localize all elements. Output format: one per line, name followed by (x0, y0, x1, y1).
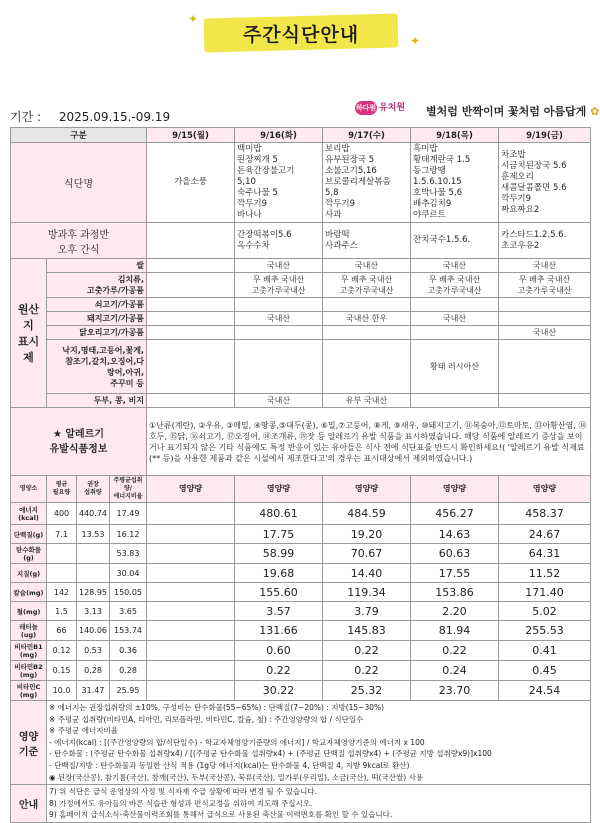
nutrient-avg: 7.1 (47, 525, 77, 544)
menu-item: 짜요짜요2 (501, 204, 540, 215)
origin-value (235, 298, 323, 312)
nutrient-rec: 0.53 (77, 641, 110, 661)
nutrient-day-value: 5.02 (499, 602, 591, 621)
origin-item: 닭오리고기/가공품 (47, 326, 147, 340)
origin-label: 원산지 표시제 (11, 259, 47, 408)
snack-item: 초코우유2 (501, 240, 540, 251)
nutrient-ratio: 153.74 (110, 621, 147, 641)
menu-item: 차조밥 (501, 149, 526, 160)
nutrient-day-value: 0.22 (235, 661, 323, 681)
nutrient-ratio: 150.05 (110, 583, 147, 602)
allergy-text: ①난류(계란), ②우유, ③메밀, ④땅콩,⑤대두(콩), ⑥밀,⑦고등어, ⑧게, ⑨새우, ⑩돼지고기, ⑪복숭아,⑫토마토, ⑬아황산염, ⑭호두, ⑮닭, ⑯쇠고기, ⑰오징어, ⑱조개류, ⑲잣 등 알레르기 유발 식품을 표시하였습니다. 해당 식품에 알레르기 증상을 보이거나 표기되지 않은 기타 식품에도 특정 반응이 있는 유아들은 식사 전에 식단표를 반드시 확인하세요!( '알레르기 유발 식재료(** 등)을 사용한 제품과 같은 시설에서 제조한다고'의 경우는 표시대상에서 제외하였습니다.) (147, 408, 591, 476)
origin-value: 국내산 (499, 259, 591, 273)
sparkle-icon: ✦ (410, 34, 421, 48)
origin-value: 국내산 한우 (323, 312, 411, 326)
menu-item: 된장찌개 5 (237, 155, 278, 165)
origin-value: 국내산 (235, 312, 323, 326)
nutrient-row (11, 544, 591, 564)
menu-item: 소불고기5,16 (325, 166, 377, 176)
origin-item: 쌀 (47, 259, 147, 273)
menu-item: 깍두기9 (237, 199, 268, 209)
menu-item: 1.5.6.10.15 (413, 177, 462, 187)
notice-text (47, 785, 591, 823)
nutrient-day-value: 171.40 (499, 583, 591, 602)
nutrient-day-value: 484.59 (323, 503, 411, 525)
standard-label: 영양 기준 (11, 701, 47, 785)
menu-item: 백미밥 (237, 144, 262, 154)
nutrient-name: 레티놀(ug) (11, 621, 47, 641)
menu-item: 깍두기9 (501, 193, 532, 204)
nutrient-avg: 400 (47, 503, 77, 525)
nutrient-col-header: 주평균섭취량/ 에너지비율 (110, 476, 147, 503)
nutrient-name: 탄수화물 (g) (11, 544, 47, 564)
nutrient-avg: 0.12 (47, 641, 77, 661)
origin-value (499, 394, 591, 408)
menu-cell (235, 143, 323, 223)
snack-label: 방과후 과정반 오후 간식 (11, 223, 147, 259)
nutrient-day-value: 17.75 (235, 525, 323, 544)
nutrient-ratio: 0.36 (110, 641, 147, 661)
day-value-header: 영양량 (235, 476, 323, 503)
nutrient-ratio: 25.95 (110, 681, 147, 701)
origin-value: 무 배추 국내산 고춧가루국내산 (411, 273, 499, 298)
nutrient-ratio: 53.83 (110, 544, 147, 564)
notice-line: 8) 가정에서도 유아들의 바른 식습관 형성과 편식교정을 위하여 지도해 주십시오. (49, 798, 313, 808)
nutrient-day-value: 30.22 (235, 681, 323, 701)
origin-row (11, 394, 591, 408)
snack-cell (499, 223, 591, 259)
menu-item: 돈육간장불고기 (237, 166, 295, 176)
nutrient-ratio: 17.49 (110, 503, 147, 525)
nutrient-day-value: 3.57 (235, 602, 323, 621)
notice-row (11, 785, 591, 823)
nutrient-day-value: 23.70 (411, 681, 499, 701)
nutrient-day-value: 14.40 (323, 564, 411, 583)
origin-value (147, 394, 235, 408)
standard-line: - 단백질/지방 : 탄수화물과 동일한 산식 적용 (1g당 에너지(kcal)는 탄수화물 4, 단백질 4, 지방 9kcal로 환산) (49, 760, 410, 770)
header-row (11, 128, 591, 143)
origin-value (147, 298, 235, 312)
nutrient-day-value (147, 661, 235, 681)
snack-cell (411, 223, 499, 259)
menu-item: 흑미밥 (413, 144, 438, 154)
nutrient-name: 철(mg) (11, 602, 47, 621)
menu-cell (147, 143, 235, 223)
nutrient-day-value: 145.83 (323, 621, 411, 641)
origin-value (147, 312, 235, 326)
nutrient-rec: 3.13 (77, 602, 110, 621)
nutrient-day-value (147, 503, 235, 525)
standard-line: ※ 주평균 섭취량(비타민A, 티아민, 리보플라빈, 비타민C, 칼슘, 철) : 주간영양량의 합 / 식단일수 (49, 714, 364, 724)
nutrient-avg: 10.0 (47, 681, 77, 701)
nutrient-ratio: 0.28 (110, 661, 147, 681)
slogan-text: 별처럼 반짝이며 꽃처럼 아름답게 (426, 105, 587, 118)
origin-item: 김치류, 고춧가루/가공품 (47, 273, 147, 298)
nutrient-ratio: 16.12 (110, 525, 147, 544)
origin-value: 유부 국내산 (323, 394, 411, 408)
origin-value: 국내산 (235, 394, 323, 408)
day-header: 9/18(목) (411, 128, 499, 143)
origin-value (235, 326, 323, 340)
slogan (426, 103, 599, 119)
nutrient-rec: 13.53 (77, 525, 110, 544)
origin-row (11, 312, 591, 326)
menu-cell (411, 143, 499, 223)
standard-row (11, 701, 591, 785)
nutrient-avg: 66 (47, 621, 77, 641)
nutrient-avg: 0.15 (47, 661, 77, 681)
nutrient-day-value: 155.60 (235, 583, 323, 602)
nutrient-avg (47, 564, 77, 583)
nutrient-row (11, 503, 591, 525)
nutrient-rec (77, 544, 110, 564)
origin-value (323, 340, 411, 394)
nutrient-day-value (147, 641, 235, 661)
menu-row (11, 143, 591, 223)
notice-line: 9) 홈페이지 급식소식-축산물이력조회를 통해서 급식으로 사용된 축산물 이력번호를 확인 할 수 있습니다. (49, 810, 393, 820)
nutrient-row (11, 564, 591, 583)
snack-item: 잔치국수1.5.6. (413, 235, 471, 245)
nutrient-name: 비타민C (mg) (11, 681, 47, 701)
origin-value: 국내산 (499, 326, 591, 340)
menu-item: 배추김치9 (413, 199, 452, 209)
origin-value: 국내산 (411, 312, 499, 326)
day-value-header: 영양량 (499, 476, 591, 503)
origin-value (499, 298, 591, 312)
nutrient-day-value: 25.32 (323, 681, 411, 701)
menu-item: 새콤달콤쫄면 5.6 (501, 182, 567, 193)
nutrient-day-value: 14.63 (411, 525, 499, 544)
nutrient-day-value: 456.27 (411, 503, 499, 525)
nutrient-name: 에너지 (kcal) (11, 503, 47, 525)
nutrient-row (11, 583, 591, 602)
nutrient-name: 단백질(g) (11, 525, 47, 544)
notice-line: 7) 위 식단은 급식 운영상의 사정 및 식자재 수급 상황에 따라 변경 될 수 있습니다. (49, 787, 318, 797)
nutrient-rec: 140.06 (77, 621, 110, 641)
standard-line: ※ 에너지는 권장섭취량의 ±10%, 구성비는 탄수화물(55~65%) : 단백질(7~20%) : 지방(15~30%) (49, 703, 385, 712)
origin-value (411, 326, 499, 340)
day-header: 9/15(월) (147, 128, 235, 143)
origin-item: 돼지고기/가공품 (47, 312, 147, 326)
nutrient-day-value: 0.41 (499, 641, 591, 661)
origin-value: 무 배추 국내산 고춧가루국내산 (499, 273, 591, 298)
nutrient-row (11, 525, 591, 544)
origin-value (411, 298, 499, 312)
allergy-row (11, 408, 591, 476)
allergy-label: ★ 알레르기 유발식품정보 (11, 408, 147, 476)
nutrient-day-value: 458.37 (499, 503, 591, 525)
origin-value (411, 394, 499, 408)
nutrient-rec: 31.47 (77, 681, 110, 701)
day-value-header: 영양량 (147, 476, 235, 503)
menu-item: 5,8 (325, 188, 339, 198)
nutrient-day-value: 255.53 (499, 621, 591, 641)
snack-item: 간장떡볶이5.6 (237, 229, 292, 240)
menu-cell (499, 143, 591, 223)
origin-row (11, 340, 591, 394)
origin-item: 두부, 콩, 비지 (47, 394, 147, 408)
origin-value: 국내산 (235, 259, 323, 273)
period (10, 108, 170, 125)
logo-mark: 하다원 (355, 101, 377, 115)
nutrient-day-value: 2.20 (411, 602, 499, 621)
origin-value (323, 298, 411, 312)
origin-value (499, 340, 591, 394)
snack-item: 카스타드1.2.5.6. (501, 229, 567, 240)
snack-item: 사과주스 (325, 240, 358, 251)
nutrient-day-value: 24.67 (499, 525, 591, 544)
nutrient-day-value: 64.31 (499, 544, 591, 564)
origin-row (11, 273, 591, 298)
nutrient-row (11, 681, 591, 701)
origin-item: 쇠고기/가공품 (47, 298, 147, 312)
nutrient-day-value: 60.63 (411, 544, 499, 564)
nutrient-avg: 142 (47, 583, 77, 602)
meal-plan-table (10, 127, 591, 823)
nutrient-avg: 1.5 (47, 602, 77, 621)
nutrient-day-value: 0.24 (411, 661, 499, 681)
nutrient-day-value: 0.45 (499, 661, 591, 681)
nutrient-day-value: 19.20 (323, 525, 411, 544)
nutrient-day-value (147, 583, 235, 602)
nutrient-day-value: 17.55 (411, 564, 499, 583)
menu-item: 보리밥 (325, 144, 350, 154)
nutrition-header (11, 476, 591, 503)
nutrient-row (11, 621, 591, 641)
nutrient-name: 비타민B1 (mg) (11, 641, 47, 661)
day-header: 9/16(화) (235, 128, 323, 143)
nutrient-day-value: 24.54 (499, 681, 591, 701)
origin-row (11, 259, 591, 273)
nutrient-day-value: 119.34 (323, 583, 411, 602)
day-value-header: 영양량 (411, 476, 499, 503)
nutrient-row (11, 602, 591, 621)
menu-item: 동그랑땡 (413, 166, 446, 176)
menu-label: 식단명 (11, 143, 147, 223)
nutrient-day-value (147, 681, 235, 701)
menu-item: 숙주나물 5 (237, 188, 278, 198)
nutrient-row (11, 661, 591, 681)
nutrient-ratio: 3.65 (110, 602, 147, 621)
col-header-label: 구분 (11, 128, 147, 143)
standard-line: ◉ 된장(국산콩), 참기름(국산), 참깨(국산), 두부(국산콩), 묵류(국산), 밀가루(우리밀), 소금(국산), 떡(국산쌀) 사용 (49, 772, 424, 782)
snack-row (11, 223, 591, 259)
origin-value: 무 배추 국내산 고춧가루국내산 (323, 273, 411, 298)
menu-item: 호박나물 5,6 (413, 188, 463, 198)
nutrient-name: 비타민B2 (mg) (11, 661, 47, 681)
nutrient-day-value: 153.86 (411, 583, 499, 602)
nutrient-col-header: 영양소 (11, 476, 47, 503)
menu-item: 바나나 (237, 210, 262, 220)
menu-item: 야쿠르트 (413, 210, 446, 220)
origin-value: 국내산 (323, 259, 411, 273)
nutrient-day-value: 131.66 (235, 621, 323, 641)
menu-item: 브로콜리게살볶음 (325, 177, 391, 187)
nutrient-day-value: 58.99 (235, 544, 323, 564)
origin-value (147, 273, 235, 298)
origin-item: 낙지,명태,고등어,꽃게, 참조기,갈치,오징어,다 랑어,아귀, 주꾸미 등 (47, 340, 147, 394)
menu-item: 사과 (325, 210, 342, 220)
nutrient-col-header: 권장 섭취량 (77, 476, 110, 503)
origin-value (235, 340, 323, 394)
period-label: 기간 : (10, 110, 42, 124)
nutrient-day-value: 0.22 (323, 641, 411, 661)
nutrient-name: 지질(g) (11, 564, 47, 583)
nutrient-day-value (147, 564, 235, 583)
period-value: 2025.09.15.-09.19 (58, 110, 171, 124)
nutrient-day-value: 480.61 (235, 503, 323, 525)
menu-item: 시금치된장국 5.6 (501, 160, 567, 171)
menu-item: 황태계란국 1.5 (413, 155, 471, 165)
sparkle-icon: ✦ (188, 12, 199, 26)
origin-value (147, 259, 235, 273)
nutrient-ratio: 30.04 (110, 564, 147, 583)
nutrient-day-value: 3.79 (323, 602, 411, 621)
flower-icon: ✿ (590, 105, 600, 118)
nutrient-col-header: 평균 필요량 (47, 476, 77, 503)
origin-value: 무 배추 국내산 고춧가루국내산 (235, 273, 323, 298)
menu-cell (323, 143, 411, 223)
day-header: 9/19(금) (499, 128, 591, 143)
snack-cell (235, 223, 323, 259)
snack-item: 옥수수차 (237, 240, 270, 251)
menu-item: 깍두기9 (325, 199, 356, 209)
origin-value: 국내산 (411, 259, 499, 273)
menu-item: 유부된장국 5 (325, 155, 375, 165)
nutrient-row (11, 641, 591, 661)
nutrient-rec: 440.74 (77, 503, 110, 525)
nutrient-rec: 128.95 (77, 583, 110, 602)
origin-row (11, 326, 591, 340)
nutrient-day-value: 0.22 (323, 661, 411, 681)
page-title: 주간식단안내 (242, 24, 360, 46)
origin-row (11, 298, 591, 312)
nutrient-day-value: 70.67 (323, 544, 411, 564)
standard-line: - 탄수화물 : (주평균 탄수화물 섭취량x4) / [(주평균 탄수화물 섭취량x4) + (주평균 단백질 섭취량x4) + (주평균 지방 섭취량x9)]x100 (49, 749, 492, 759)
day-value-header: 영양량 (323, 476, 411, 503)
origin-value (499, 312, 591, 326)
kindergarten-logo (355, 100, 405, 115)
title-banner (188, 10, 421, 54)
nutrient-rec (77, 564, 110, 583)
logo-text: 유치원 (379, 103, 406, 113)
nutrient-name: 칼슘(mg) (11, 583, 47, 602)
standard-line: - 에너지(kcal) : [(주간영양량의 합/식단일수) - 학교자체영양기준량의 에너지] / 학교자체영양기준의 에너지 x 100 (49, 737, 425, 747)
nutrient-day-value (147, 602, 235, 621)
standard-line: ※ 주평균 에너지비율 (49, 726, 119, 736)
snack-cell (323, 223, 411, 259)
nutrient-avg (47, 544, 77, 564)
nutrient-day-value (147, 544, 235, 564)
nutrient-day-value: 19.68 (235, 564, 323, 583)
day-header: 9/17(수) (323, 128, 411, 143)
nutrient-day-value: 0.60 (235, 641, 323, 661)
origin-value (147, 326, 235, 340)
snack-cell (147, 223, 235, 259)
origin-value (323, 326, 411, 340)
nutrient-day-value: 11.52 (499, 564, 591, 583)
origin-value: 황태 러시아산 (411, 340, 499, 394)
nutrient-day-value (147, 525, 235, 544)
notice-label: 안내 (11, 785, 47, 823)
origin-value (147, 340, 235, 394)
nutrient-rec: 0.28 (77, 661, 110, 681)
menu-item: 가을소풍 (174, 177, 207, 187)
menu-item: 5,10 (237, 177, 256, 187)
menu-item: 훈제오리 (501, 171, 534, 182)
nutrient-day-value: 0.22 (411, 641, 499, 661)
nutrient-day-value: 81.94 (411, 621, 499, 641)
snack-item: 바람떡 (325, 229, 350, 240)
standard-text (47, 701, 591, 785)
nutrient-day-value (147, 621, 235, 641)
